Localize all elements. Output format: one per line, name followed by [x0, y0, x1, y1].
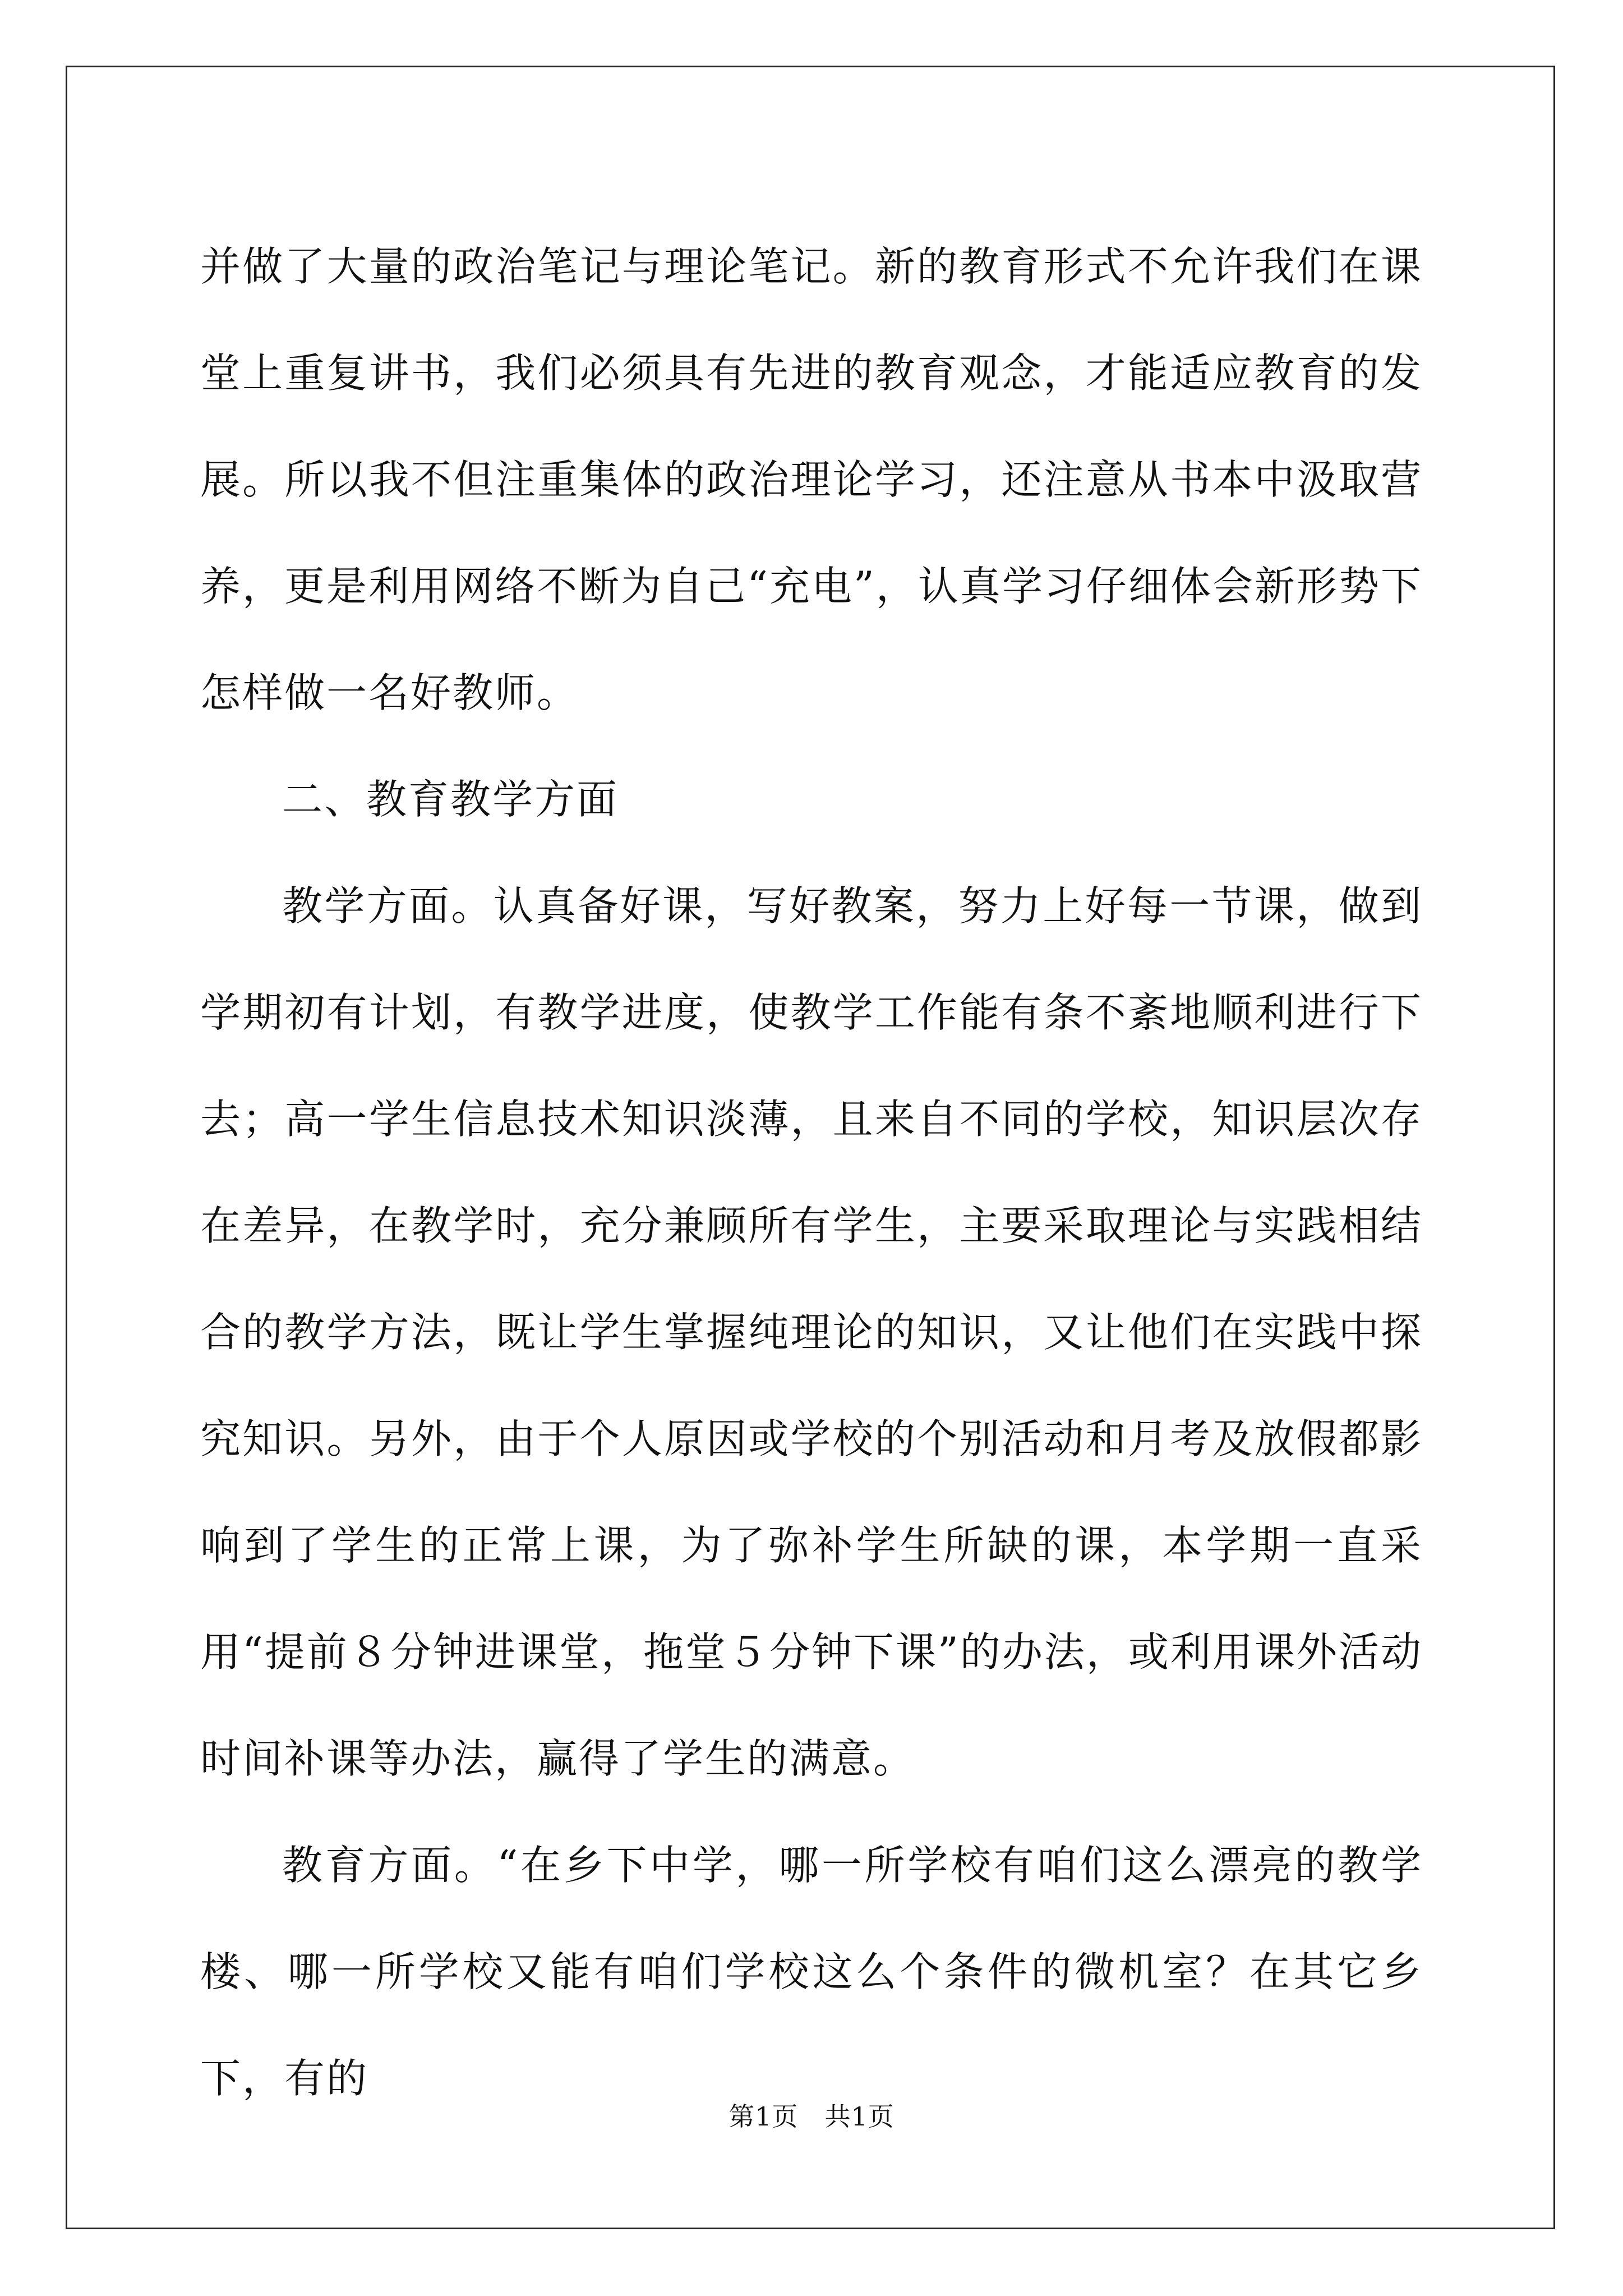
section-heading-education-teaching: 二、教育教学方面	[282, 776, 619, 823]
paragraph-study-notes: 并做了大量的政治笔记与理论笔记。新的教育形式不允许我们在课堂上重复讲书，我们必须具有先进的教育观念，才能适应教育的发展。所以我不但注重集体的政治理论学习，还注意从书本中汲取营养，更是利用网络不断为自己“充电”，认真学习仔细体会新形势下怎样做一名好教师。	[200, 243, 1423, 716]
paragraph-teaching-aspect: 教学方面。认真备好课，写好教案，努力上好每一节课，做到学期初有计划，有教学进度，使教学工作能有条不紊地顺利进行下去；高一学生信息技术知识淡薄，且来自不同的学校，知识层次存在差异，在教学时，充分兼顾所有学生，主要采取理论与实践相结合的教学方法，既让学生掌握纯理论的知识，又让他们在实践中探究知识。另外，由于个人原因或学校的个别活动和月考及放假都影响到了学生的正常上课，为了弥补学生所缺的课，本学期一直采用“提前８分钟进课堂，拖堂５分钟下课”的办法，或利用课外活动时间补课等办法，赢得了学生的满意。	[200, 882, 1423, 1782]
document-body	[200, 213, 1423, 2132]
page-number-footer: 第1页 共1页	[728, 2101, 895, 2132]
paragraph-education-aspect: 教育方面。“在乡下中学，哪一所学校有咱们这么漂亮的教学楼、哪一所学校又能有咱们学校这么个条件的微机室？在其它乡下，有的	[200, 1842, 1423, 2102]
